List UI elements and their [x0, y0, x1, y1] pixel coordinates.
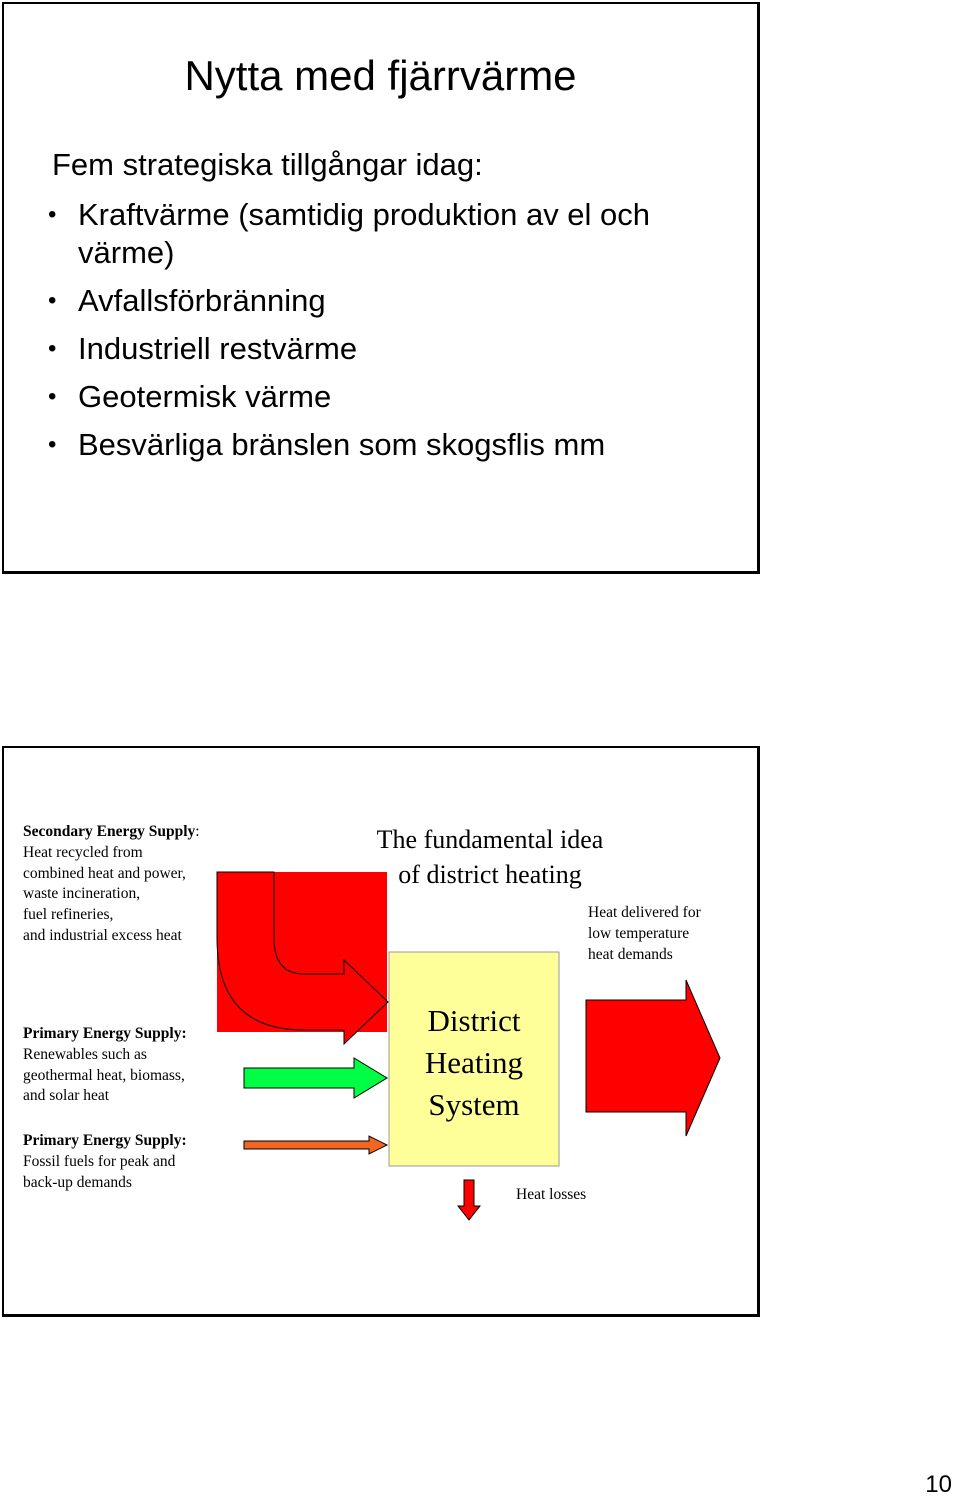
slide-1	[2, 2, 760, 574]
page-number: 10	[925, 1471, 952, 1498]
heat-delivered-arrow	[586, 980, 720, 1136]
heat-delivered-text: Heat delivered for low temperature heat demands	[588, 904, 701, 963]
intro-text: Fem strategiska tillgångar idag:	[52, 147, 483, 182]
bullet-icon: •	[48, 201, 57, 228]
bullet-icon: •	[48, 287, 57, 314]
district-heating-label: District Heating System	[424, 1003, 524, 1122]
bullet-icon: •	[48, 431, 57, 458]
bullet-icon: •	[48, 383, 57, 410]
list-item: • Besvärliga bränslen som skogsflis mm	[48, 427, 606, 462]
secondary-supply-text: Secondary Energy Supply: Heat recycled from combined heat and power, waste incineration, fuel refineries, and industrial excess heat	[23, 823, 200, 944]
bullet-list	[44, 196, 724, 474]
bullet-icon: •	[48, 335, 57, 362]
renewable-supply-arrow	[244, 1058, 387, 1098]
list-item: • Industriell restvärme	[48, 331, 358, 366]
list-item: • Geotermisk värme	[48, 379, 332, 414]
primary-fossil-text: Primary Energy Supply: Fossil fuels for peak and back-up demands	[23, 1132, 187, 1191]
list-item: • Avfallsförbränning	[48, 283, 326, 318]
list-item: • Kraftvärme (samtidig produktion av el och värme)	[48, 197, 651, 270]
fossil-supply-arrow	[244, 1136, 387, 1154]
primary-renewable-text: Primary Energy Supply: Renewables such as geothermal heat, biomass, and solar heat	[23, 1025, 187, 1105]
slide-2	[2, 746, 760, 1317]
heat-losses-arrow	[458, 1180, 480, 1220]
slide-title: Nytta med fjärrvärme	[184, 52, 577, 99]
heat-losses-text: Heat losses	[516, 1186, 587, 1203]
diagram-title: The fundamental idea of district heating	[376, 825, 604, 889]
